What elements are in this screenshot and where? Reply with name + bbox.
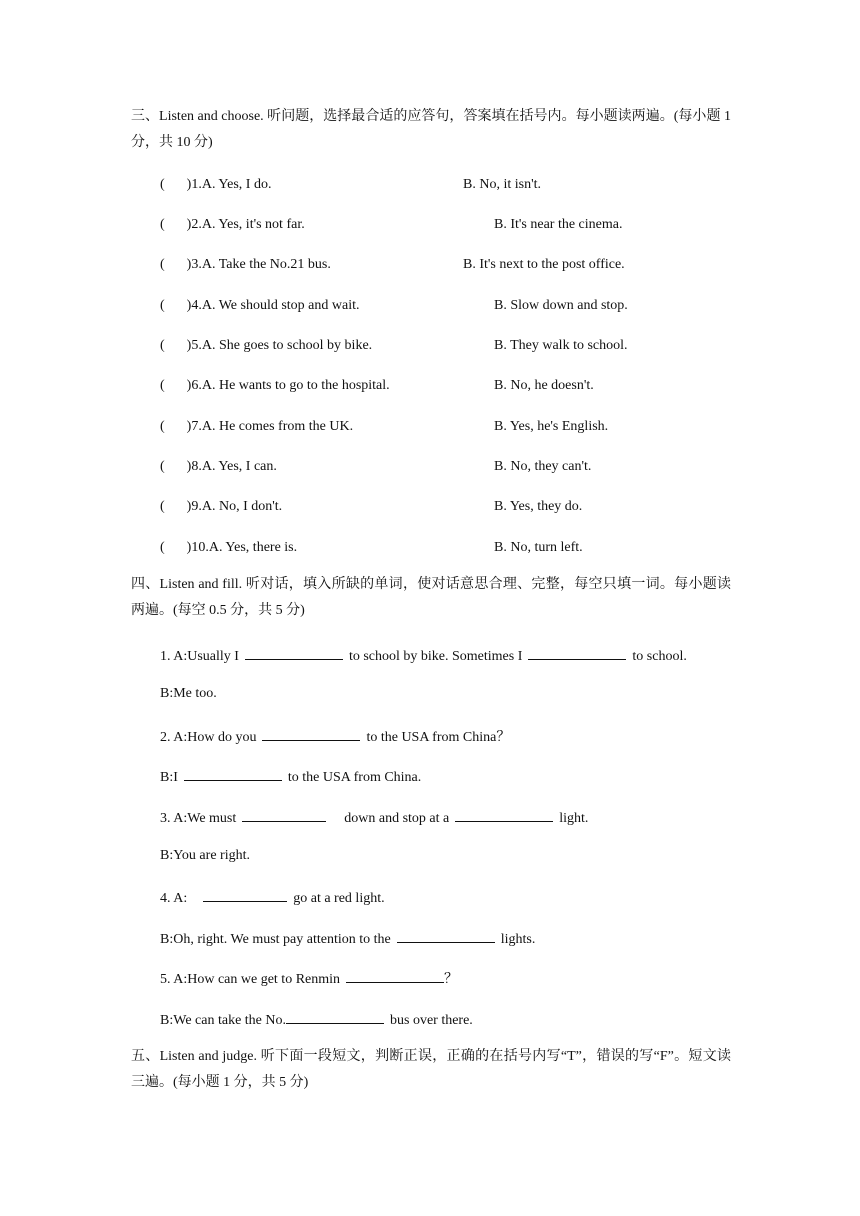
option-b: B. It's near the cinema.: [494, 217, 623, 232]
q1-b-line: B:Me too.: [160, 686, 217, 701]
q5-a-text1: 5. A:How can we get to Renmin: [160, 972, 341, 987]
q4-blank1[interactable]: [203, 887, 287, 902]
q2-b-line: [160, 766, 421, 787]
item-number: )9.: [186, 499, 202, 514]
bracket-open: (: [160, 338, 165, 353]
q5-blank2[interactable]: [286, 1009, 384, 1024]
section3-heading: 三、Listen and choose. 听问题，选择最合适的应答句，答案填在括号内。每小题读两遍。(每小题 1 分，共 10 分): [131, 109, 731, 150]
bracket-open: (: [160, 257, 165, 272]
q3-blank1[interactable]: [242, 807, 326, 822]
q4-b-text1: B:Oh, right. We must pay attention to the: [160, 932, 391, 947]
q1-a-text1: 1. A:Usually I: [160, 649, 239, 664]
item-number: )6.: [186, 378, 202, 393]
section5-heading: 五、Listen and judge. 听下面一段短文，判断正误，正确的在括号内写“T”，错误的写“F”。短文读三遍。(每小题 1 分，共 5 分): [131, 1049, 731, 1090]
answer-bracket[interactable]: [160, 176, 271, 194]
option-b: B. Yes, they do.: [494, 499, 583, 514]
q2-b-text1: B:I: [160, 770, 178, 785]
q1-a-line: [160, 645, 687, 666]
q4-a-text1: 4. A:: [160, 891, 188, 906]
option-a: A. Yes, it's not far.: [201, 217, 305, 232]
q1-blank1[interactable]: [245, 645, 343, 660]
bracket-open: (: [160, 298, 165, 313]
option-a: A. Yes, there is.: [208, 540, 298, 555]
bracket-open: (: [160, 540, 165, 555]
bracket-open: (: [160, 499, 165, 514]
q3-blank2[interactable]: [455, 807, 553, 822]
option-b: B. No, turn left.: [494, 540, 583, 555]
option-b: B. Yes, he's English.: [494, 419, 609, 434]
item-number: )1.: [186, 177, 202, 192]
q5-blank1[interactable]: [346, 968, 444, 983]
q3-a-text3: light.: [559, 811, 589, 826]
q3-a-line: [160, 807, 588, 828]
option-a: A. Yes, I can.: [201, 459, 277, 474]
bracket-open: (: [160, 217, 165, 232]
option-b: B. Slow down and stop.: [494, 298, 628, 313]
option-b: B. No, he doesn't.: [494, 378, 594, 393]
q5-a-line: [160, 968, 458, 989]
q4-blank2[interactable]: [397, 928, 495, 943]
answer-bracket[interactable]: [160, 297, 360, 315]
answer-bracket[interactable]: [160, 418, 353, 436]
q5-b-text1: B:We can take the No.: [160, 1013, 286, 1028]
item-number: )10.: [186, 540, 209, 555]
answer-bracket[interactable]: [160, 337, 372, 355]
section4-heading: 四、Listen and fill. 听对话，填入所缺的单词，使对话意思合理、完整，每空只填一词。每小题读两遍。(每空 0.5 分，共 5 分): [131, 577, 731, 618]
bracket-open: (: [160, 419, 165, 434]
option-a: A. He wants to go to the hospital.: [201, 378, 390, 393]
q2-a-line: [160, 726, 510, 747]
option-a: A. Take the No.21 bus.: [201, 257, 331, 272]
q5-a-text2: ？: [444, 972, 459, 987]
q2-b-text2: to the USA from China.: [287, 770, 422, 785]
option-b: B. No, they can't.: [494, 459, 592, 474]
q1-blank2[interactable]: [528, 645, 626, 660]
q2-a-text2: to the USA from China？: [366, 730, 511, 745]
q3-a-text1: 3. A:We must: [160, 811, 237, 826]
item-number: )4.: [186, 298, 202, 313]
item-number: )7.: [186, 419, 202, 434]
item-number: )5.: [186, 338, 202, 353]
answer-bracket[interactable]: [160, 216, 305, 234]
q2-blank2[interactable]: [184, 766, 282, 781]
option-b: B. No, it isn't.: [463, 177, 541, 192]
bracket-open: (: [160, 378, 165, 393]
q5-b-text2: bus over there.: [390, 1013, 473, 1028]
answer-bracket[interactable]: [160, 458, 277, 476]
bracket-open: (: [160, 177, 165, 192]
answer-bracket[interactable]: [160, 498, 282, 516]
q4-a-line: [160, 887, 385, 908]
bracket-open: (: [160, 459, 165, 474]
q1-a-text2: to school by bike. Sometimes I: [348, 649, 523, 664]
answer-bracket[interactable]: [160, 539, 297, 557]
answer-bracket[interactable]: [160, 377, 390, 395]
option-a: A. Yes, I do.: [201, 177, 272, 192]
item-number: )8.: [186, 459, 202, 474]
q4-b-line: [160, 928, 535, 949]
option-a: A. She goes to school by bike.: [201, 338, 373, 353]
option-a: A. He comes from the UK.: [201, 419, 354, 434]
option-b: B. It's next to the post office.: [463, 257, 625, 272]
q1-a-text3: to school.: [632, 649, 687, 664]
q5-b-line: [160, 1009, 473, 1030]
item-number: )3.: [186, 257, 202, 272]
option-a: A. No, I don't.: [201, 499, 283, 514]
q4-b-text2: lights.: [500, 932, 536, 947]
answer-bracket[interactable]: [160, 256, 331, 274]
q3-b-line: B:You are right.: [160, 848, 250, 863]
option-b: B. They walk to school.: [494, 338, 628, 353]
q4-a-text2: go at a red light.: [293, 891, 385, 906]
q2-blank1[interactable]: [262, 726, 360, 741]
option-a: A. We should stop and wait.: [201, 298, 360, 313]
q3-a-text2: down and stop at a: [344, 811, 450, 826]
q2-a-text1: 2. A:How do you: [160, 730, 257, 745]
item-number: )2.: [186, 217, 202, 232]
